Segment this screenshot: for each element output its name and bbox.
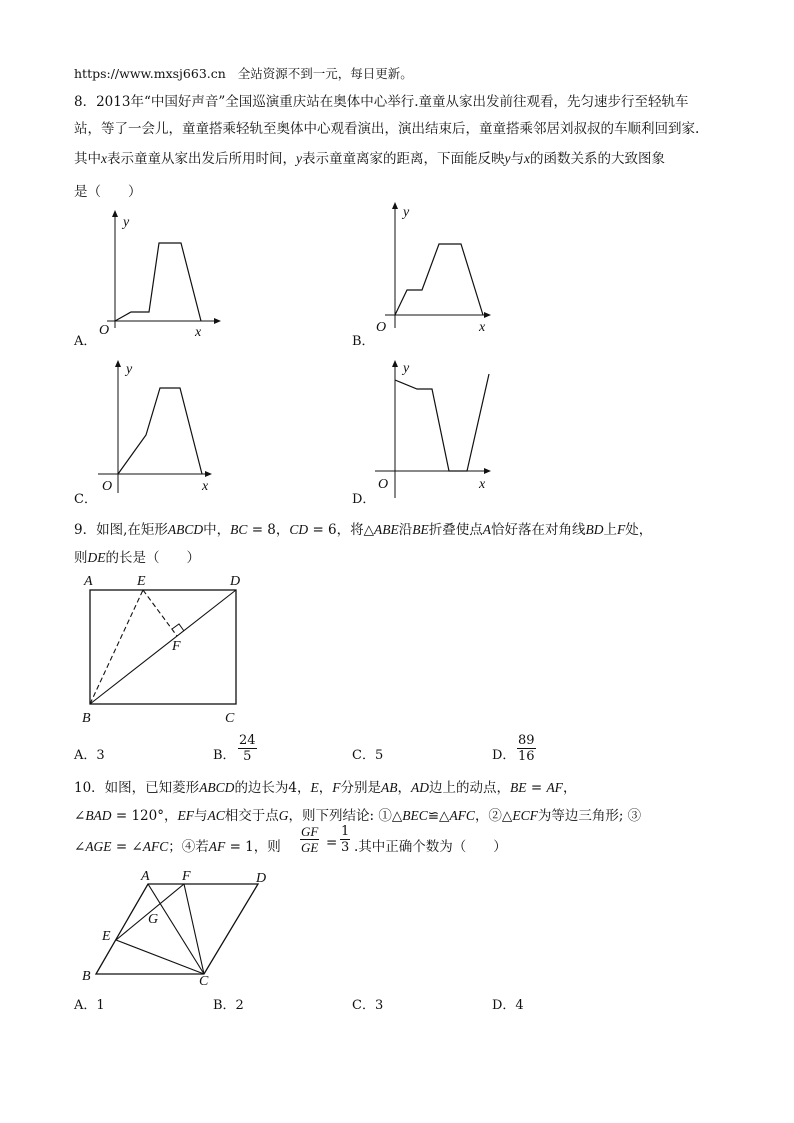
q8-option-d[interactable]: D．	[352, 492, 376, 507]
q9-text: 中，	[203, 522, 231, 538]
axis-x-label: x	[479, 477, 486, 492]
q9-var: BE	[412, 522, 429, 537]
label-D: D	[230, 574, 241, 589]
q10-option-c[interactable]: C．3	[352, 998, 384, 1013]
q8-var: x	[101, 151, 107, 166]
q10-text: ∠	[74, 808, 86, 824]
q9-option-b[interactable]: B．	[213, 748, 236, 763]
q9-text: 则	[74, 550, 88, 566]
fraction-numerator: 24	[239, 733, 256, 748]
q10-fraction-gf-ge	[300, 824, 319, 855]
q10-text: 10．如图，已知菱形	[74, 780, 200, 796]
label-D: D	[256, 871, 267, 886]
q10-var: E	[310, 780, 319, 795]
q10-var: AGE	[85, 839, 112, 854]
q10-text: ；④若	[168, 839, 209, 855]
q9-option-a[interactable]: A．3	[74, 748, 105, 763]
label-F: F	[182, 869, 191, 884]
header-note: 全站资源不到一元，每日更新。	[237, 66, 413, 81]
origin-label: O	[378, 477, 389, 492]
fraction-numerator: 1	[341, 824, 350, 839]
q10-option-d[interactable]: D．4	[492, 998, 524, 1013]
q10-text: ，	[318, 780, 333, 796]
q9-var: DE	[87, 550, 106, 565]
q8-option-b[interactable]: B．	[352, 334, 375, 349]
q8-line2: 站，等了一会儿，童童搭乘轻轨至奥体中心观看演出，演出结束后，童童搭乘邻居刘叔叔的车顺利回到家.	[74, 121, 700, 137]
q10-var: BE	[510, 780, 527, 795]
label-A: A	[141, 869, 150, 884]
label-C: C	[199, 974, 209, 989]
q9-text: 9．如图,在矩形	[74, 522, 168, 538]
q10-figure	[78, 868, 288, 988]
label-G: G	[148, 912, 159, 927]
q9-text: 的长是（ ）	[105, 550, 200, 566]
q8-graph-b	[375, 200, 525, 335]
q10-var: F	[332, 780, 341, 795]
label-F: F	[172, 639, 181, 654]
q9-var: CD	[289, 522, 309, 537]
q10-text: 边上的动点，	[429, 780, 511, 796]
q10-text: 分别是	[340, 780, 382, 796]
url-text: https://www.mxsj663.cn	[74, 66, 226, 81]
q8-var: x	[524, 151, 530, 166]
q10-text: 的边长为4，	[234, 780, 311, 796]
q8-line3	[74, 147, 665, 167]
q10-text: = 1，则	[225, 839, 281, 855]
q8-var: y	[296, 151, 302, 166]
q10-text: ，则下列结论: ①△	[288, 808, 403, 824]
q10-option-a[interactable]: A．1	[74, 998, 105, 1013]
header-url	[74, 64, 413, 82]
q10-var: AF	[208, 839, 226, 854]
q9-var: F	[617, 522, 626, 537]
q9-var: BC	[230, 522, 248, 537]
q8-graph-d	[375, 358, 525, 498]
q9-var: ABCD	[167, 522, 204, 537]
origin-label: O	[376, 320, 387, 335]
axis-x-label: x	[195, 325, 202, 340]
q10-text: 为等边三角形; ③	[537, 808, 642, 824]
q10-var: AF	[546, 780, 563, 795]
label-A: A	[84, 574, 93, 589]
q9-option-d[interactable]: D．	[492, 748, 516, 763]
q8-text: 其中	[74, 151, 101, 167]
q10-text: = ∠	[111, 839, 143, 855]
origin-label: O	[99, 323, 110, 338]
q9-text: = 8，	[247, 522, 290, 538]
q9-figure	[80, 570, 280, 730]
q8-text: 的函数关系的大致图象	[530, 151, 665, 167]
fraction-denominator: 5	[243, 749, 252, 764]
q10-var: AFC	[449, 808, 475, 823]
axis-x-label: x	[479, 320, 486, 335]
axis-y-label: y	[123, 215, 130, 230]
q10-text: ，	[397, 780, 412, 796]
q10-var: AB	[381, 780, 398, 795]
q10-text: 与	[193, 808, 208, 824]
q10-option-b[interactable]: B．2	[213, 998, 244, 1013]
q10-text: ≌△	[427, 808, 450, 824]
origin-label: O	[102, 479, 113, 494]
q9-text: 折叠使点	[428, 522, 483, 538]
q8-text: 与	[510, 151, 524, 167]
q9-var: A	[482, 522, 492, 537]
axis-y-label: y	[403, 361, 410, 376]
q10-line3	[74, 835, 281, 855]
label-B: B	[82, 711, 91, 726]
q9-option-b-fraction	[238, 733, 257, 764]
q10-var: BAD	[85, 808, 112, 823]
q9-option-c[interactable]: C．5	[352, 748, 384, 763]
axis-y-label: y	[403, 205, 410, 220]
fraction-numerator: 89	[518, 733, 535, 748]
q10-var: BEC	[402, 808, 428, 823]
label-E: E	[137, 574, 146, 589]
fraction-denominator: GE	[301, 840, 319, 855]
label-C: C	[225, 711, 235, 726]
q10-var: AFC	[142, 839, 169, 854]
q8-text: 表示童童从家出发后所用时间，	[107, 151, 296, 167]
q9-text: 处，	[625, 522, 653, 538]
q10-var: AD	[411, 780, 430, 795]
q10-fraction-one-third	[340, 824, 350, 855]
q9-text: 沿	[398, 522, 413, 538]
q10-var: AC	[207, 808, 225, 823]
q9-text: = 6，将△	[308, 522, 375, 538]
q10-text: ∠	[74, 839, 86, 855]
q9-text: 上	[603, 522, 618, 538]
q10-text: =	[526, 780, 547, 796]
q10-text: 相交于点	[224, 808, 279, 824]
q8-option-c[interactable]: C．	[74, 492, 97, 507]
q10-var: ABCD	[199, 780, 235, 795]
q9-var: ABE	[374, 522, 399, 537]
q8-text: 表示童童离家的距离，下面能反映	[302, 151, 505, 167]
q8-var: y	[504, 151, 511, 166]
q9-option-d-fraction	[517, 733, 536, 764]
fraction-denominator: 3	[341, 840, 350, 855]
axis-x-label: x	[202, 479, 209, 494]
fraction-denominator: 16	[518, 749, 535, 764]
q8-graph-c	[98, 358, 248, 498]
q9-text: 恰好落在对角线	[491, 522, 586, 538]
q10-var: EF	[177, 808, 194, 823]
fraction-numerator: GF	[301, 824, 319, 839]
q9-var: BD	[585, 522, 604, 537]
label-B: B	[82, 969, 91, 984]
q10-text: = 120°，	[111, 808, 178, 824]
q9-line1	[74, 518, 652, 538]
q10-var: G	[278, 808, 289, 823]
q10-equals: =	[326, 835, 338, 851]
q10-line2	[74, 804, 641, 824]
q10-line1	[74, 776, 576, 796]
q10-text: ，②△	[474, 808, 513, 824]
q8-line1: 8．2013年“中国好声音”全国巡演重庆站在奥体中心举行.童童从家出发前往观看，先匀速步行至轻轨车	[74, 94, 689, 110]
q9-line2	[74, 546, 200, 566]
q10-text: ，	[562, 780, 577, 796]
q8-graph-a	[95, 208, 245, 338]
label-E: E	[102, 929, 111, 944]
axis-y-label: y	[126, 362, 133, 377]
q10-var: ECF	[512, 808, 538, 823]
q10-line3-end: .其中正确个数为（ ）	[354, 839, 507, 855]
q8-option-a[interactable]: A．	[74, 334, 97, 349]
q8-line4: 是（ ）	[74, 184, 142, 200]
